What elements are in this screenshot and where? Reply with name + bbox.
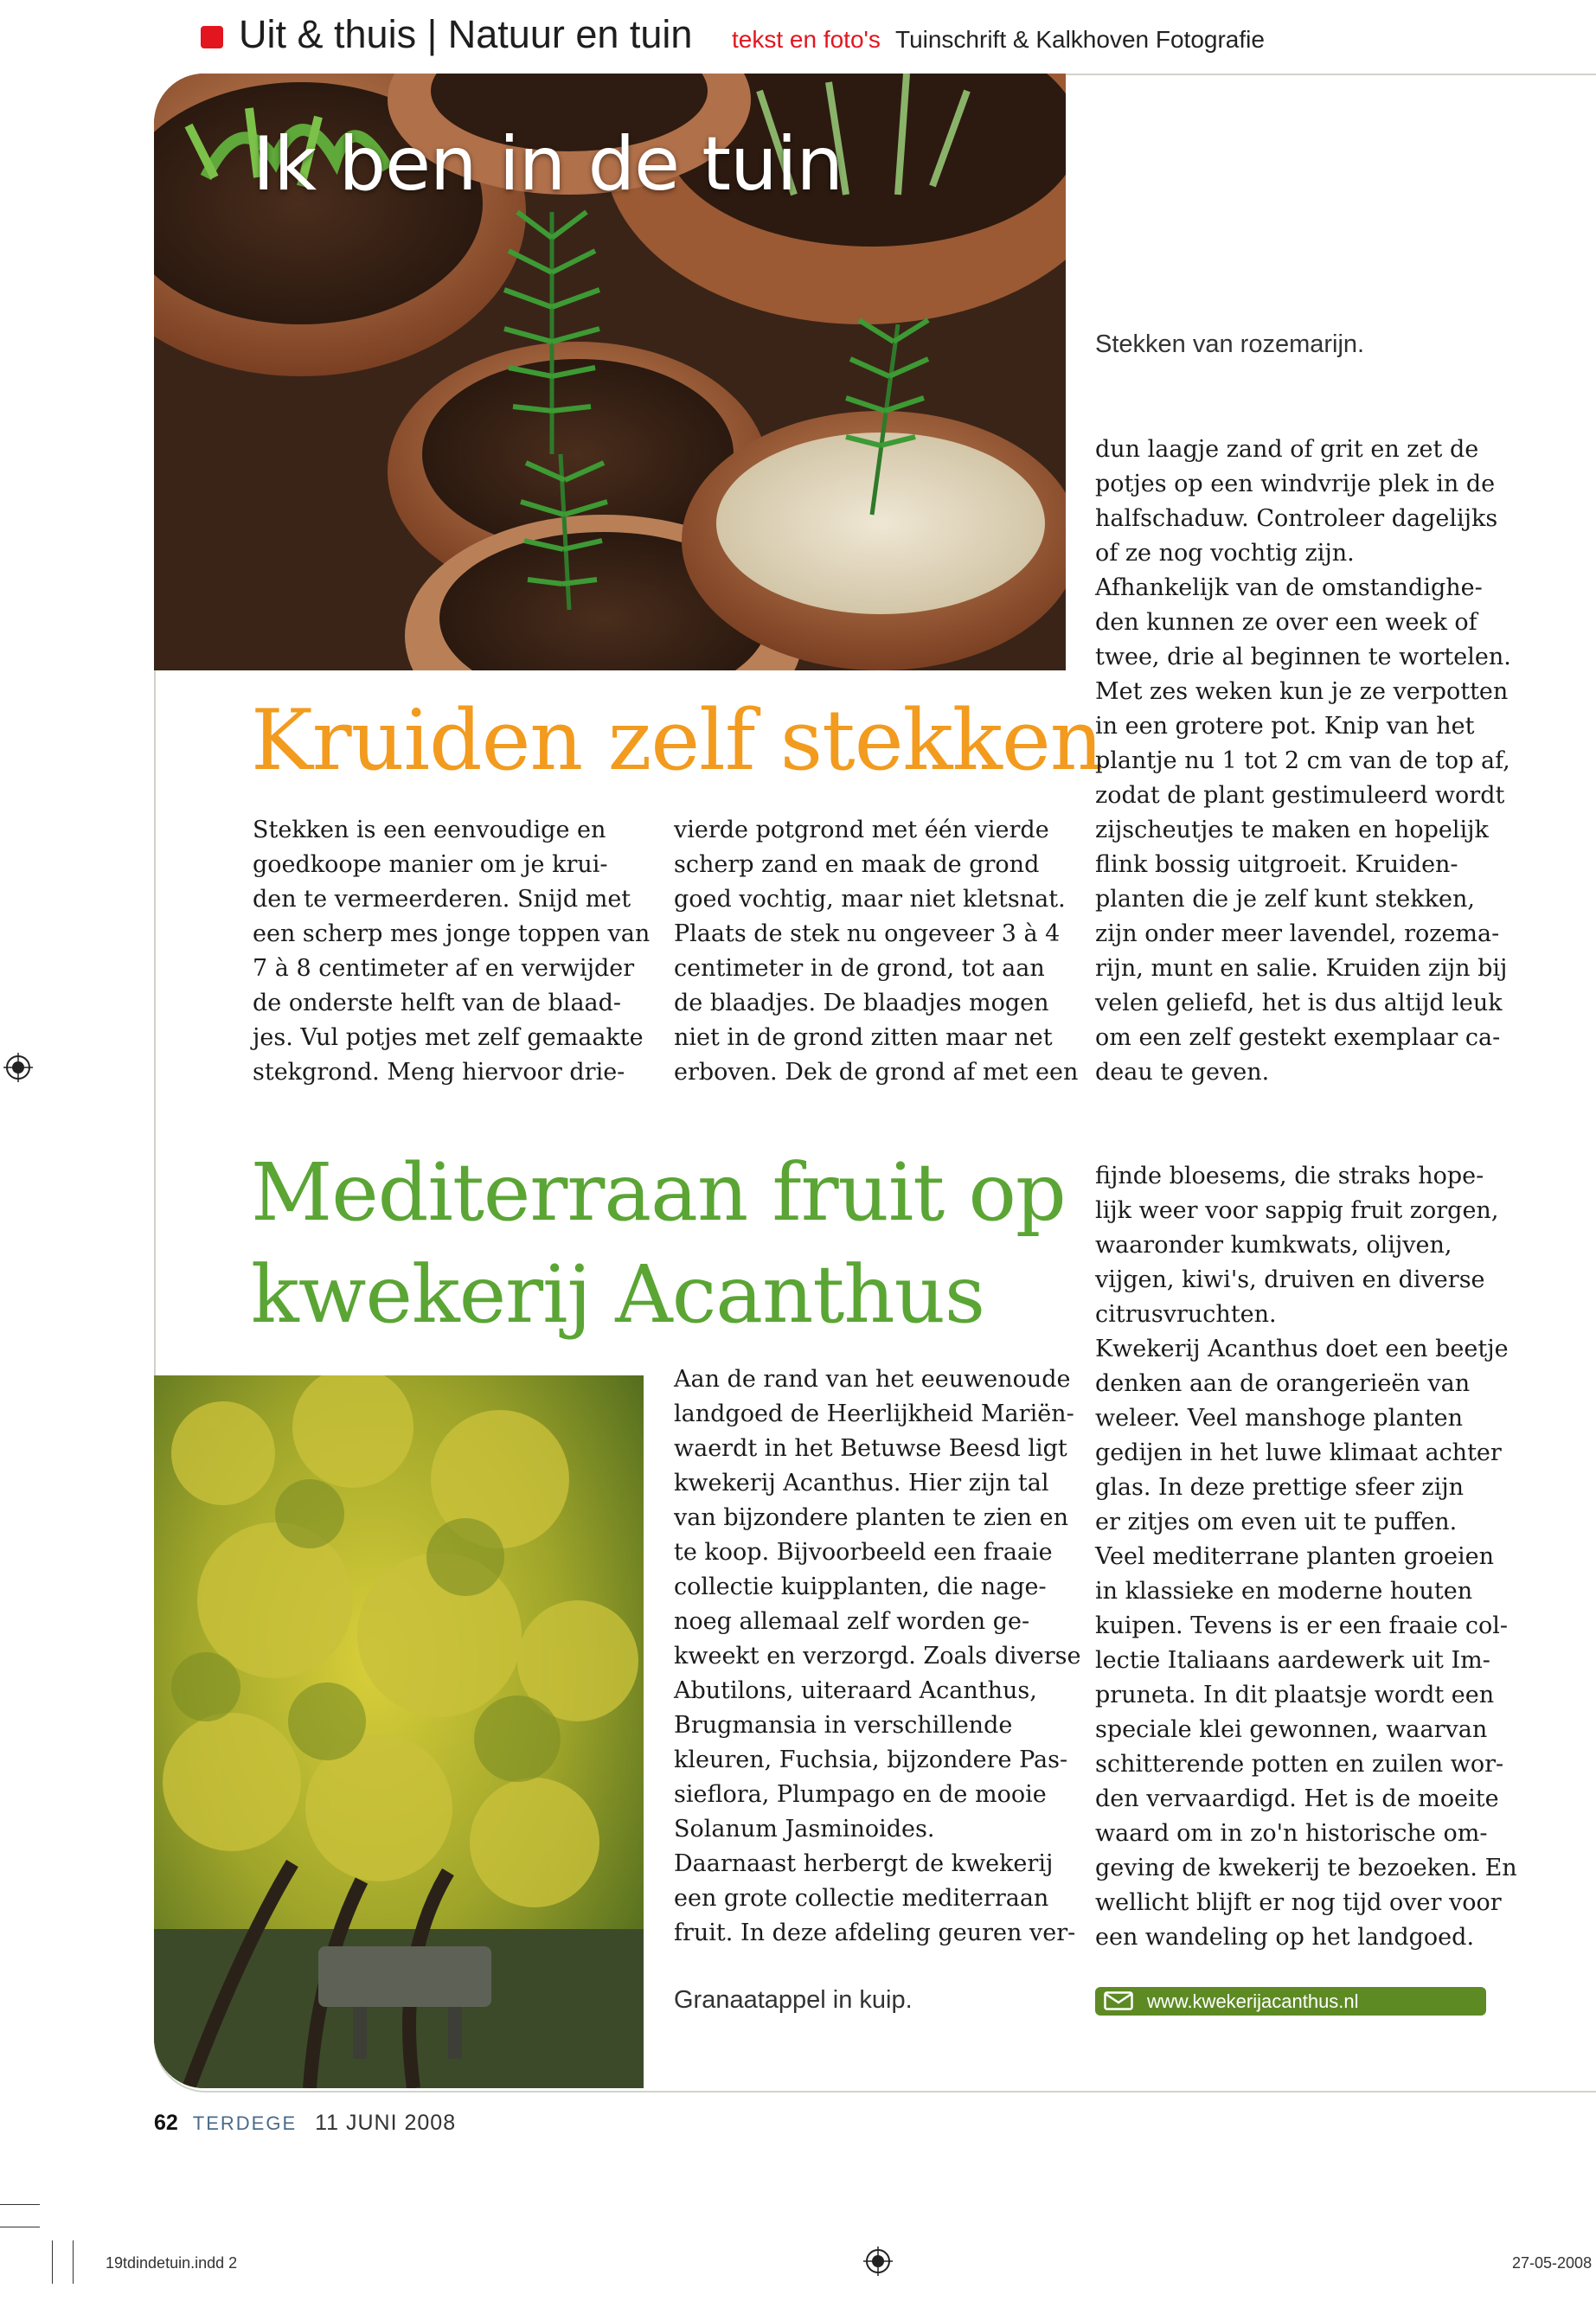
section-marker-icon bbox=[201, 26, 223, 48]
envelope-icon bbox=[1104, 1991, 1133, 2010]
text-line: gedijen in het luwe klimaat achter bbox=[1095, 1439, 1502, 1466]
title-line: Mediterraan fruit op bbox=[251, 1146, 1066, 1239]
registration-mark-icon bbox=[3, 1053, 33, 1082]
text-line: 7 à 8 centimeter af en verwijder bbox=[253, 955, 635, 982]
text-line: zijn onder meer lavendel, rozema- bbox=[1095, 920, 1500, 947]
text-line: landgoed de Heerlijkheid Mariën- bbox=[674, 1400, 1074, 1427]
text-line: noeg allemaal zelf worden ge- bbox=[674, 1608, 1030, 1635]
text-line: schitterende potten en zuilen wor- bbox=[1095, 1751, 1504, 1778]
text-line: centimeter in de grond, tot aan bbox=[674, 955, 1045, 982]
page-footer bbox=[154, 2111, 456, 2136]
text-line: twee, drie al beginnen te wortelen. bbox=[1095, 644, 1511, 670]
slug-filename: 19tdindetuin.indd 2 bbox=[106, 2254, 238, 2272]
article1-column3 bbox=[1095, 433, 1511, 1090]
text-line: in een grotere pot. Knip van het bbox=[1095, 713, 1475, 740]
text-line: Brugmansia in verschillende bbox=[674, 1712, 1013, 1739]
article-title-mediterraan bbox=[251, 1142, 1066, 1346]
text-line: kweekt en verzorgd. Zoals diverse bbox=[674, 1643, 1081, 1670]
text-line: speciale klei gewonnen, waarvan bbox=[1095, 1716, 1488, 1743]
article-title-kruiden: Kruiden zelf stekken bbox=[251, 692, 1103, 789]
text-line: denken aan de orangerieën van bbox=[1095, 1370, 1471, 1397]
text-line: potjes op een windvrije plek in de bbox=[1095, 471, 1496, 497]
text-line: erboven. Dek de grond af met een bbox=[674, 1059, 1079, 1086]
text-line: Plaats de stek nu ongeveer 3 à 4 bbox=[674, 920, 1061, 947]
text-line: geving de kwekerij te bezoeken. En bbox=[1095, 1855, 1517, 1881]
text-line: van bijzondere planten te zien en bbox=[674, 1504, 1069, 1531]
crop-mark bbox=[73, 2240, 74, 2284]
text-line: de blaadjes. De blaadjes mogen bbox=[674, 990, 1049, 1016]
article1-column1 bbox=[253, 813, 650, 1090]
text-line: scherp zand en maak de grond bbox=[674, 851, 1040, 878]
text-line: goedkoope manier om je krui- bbox=[253, 851, 608, 878]
text-line: kuipen. Tevens is er een fraaie col- bbox=[1095, 1612, 1509, 1639]
text-line: kleuren, Fuchsia, bijzondere Pas- bbox=[674, 1747, 1068, 1773]
article2-column3 bbox=[1095, 1159, 1517, 1955]
text-line: den vervaardigd. Het is de moeite bbox=[1095, 1785, 1499, 1812]
text-line: Abutilons, uiteraard Acanthus, bbox=[674, 1677, 1037, 1704]
text-line: Daarnaast herbergt de kwekerij bbox=[674, 1850, 1054, 1877]
text-line: vijgen, kiwi's, druiven en diverse bbox=[1095, 1266, 1485, 1293]
text-line: citrusvruchten. bbox=[1095, 1301, 1277, 1328]
photo-caption-pomegranate: Granaatappel in kuip. bbox=[674, 1986, 913, 2014]
issue-date: 11 JUNI 2008 bbox=[315, 2111, 457, 2135]
text-line: om een zelf gestekt exemplaar ca- bbox=[1095, 1024, 1501, 1051]
text-line: fijnde bloesems, die straks hope- bbox=[1095, 1163, 1484, 1189]
text-line: er zitjes om even uit te puffen. bbox=[1095, 1509, 1458, 1535]
website-link[interactable] bbox=[1095, 1987, 1486, 2016]
text-line: Aan de rand van het eeuwenoude bbox=[674, 1366, 1071, 1393]
text-line: wellicht blijft er nog tijd over voor bbox=[1095, 1889, 1502, 1916]
text-line: waerdt in het Betuwse Beesd ligt bbox=[674, 1435, 1067, 1462]
registration-mark-icon bbox=[863, 2247, 893, 2276]
text-line: collectie kuipplanten, die nage- bbox=[674, 1574, 1047, 1600]
text-line: niet in de grond zitten maar net bbox=[674, 1024, 1053, 1051]
text-line: fruit. In deze afdeling geuren ver- bbox=[674, 1920, 1076, 1946]
text-line: sieflora, Plumpago en de mooie bbox=[674, 1781, 1047, 1808]
photo-caption-rosemary: Stekken van rozemarijn. bbox=[1095, 330, 1365, 358]
text-line: den te vermeerderen. Snijd met bbox=[253, 886, 631, 913]
text-line: den kunnen ze over een week of bbox=[1095, 609, 1477, 636]
text-line: Solanum Jasminoides. bbox=[674, 1816, 935, 1843]
text-line: halfschaduw. Controleer dagelijks bbox=[1095, 505, 1498, 532]
text-line: te koop. Bijvoorbeeld een fraaie bbox=[674, 1539, 1053, 1566]
text-line: pruneta. In dit plaatsje wordt een bbox=[1095, 1682, 1495, 1708]
text-line: in klassieke en moderne houten bbox=[1095, 1578, 1473, 1605]
text-line: de onderste helft van de blaad- bbox=[253, 990, 622, 1016]
title-line: kwekerij Acanthus bbox=[251, 1248, 985, 1341]
text-line: stekgrond. Meng hiervoor drie- bbox=[253, 1059, 625, 1086]
magazine-name: TERDEGE bbox=[192, 2112, 298, 2134]
article2-column2 bbox=[674, 1362, 1081, 1951]
text-line: flink bossig uitgroeit. Kruiden- bbox=[1095, 851, 1458, 878]
website-url[interactable]: www.kwekerijacanthus.nl bbox=[1147, 1990, 1359, 2012]
text-line: plantje nu 1 tot 2 cm van de top af, bbox=[1095, 747, 1510, 774]
text-line: planten die je zelf kunt stekken, bbox=[1095, 886, 1475, 913]
text-line: dun laagje zand of grit en zet de bbox=[1095, 436, 1479, 463]
text-line: velen geliefd, het is dus altijd leuk bbox=[1095, 990, 1503, 1016]
text-line: een wandeling op het landgoed. bbox=[1095, 1924, 1475, 1951]
section-label: Uit & thuis | Natuur en tuin bbox=[239, 12, 693, 56]
text-line: Veel mediterrane planten groeien bbox=[1095, 1543, 1495, 1570]
text-line: waard om in zo'n historische om- bbox=[1095, 1820, 1488, 1847]
text-line: Met zes weken kun je ze verpotten bbox=[1095, 678, 1509, 705]
text-line: deau te geven. bbox=[1095, 1059, 1270, 1086]
credit-label: tekst en foto's bbox=[732, 26, 881, 53]
article1-column2 bbox=[674, 813, 1078, 1090]
text-line: goed vochtig, maar niet kletsnat. bbox=[674, 886, 1066, 913]
text-line: een scherp mes jonge toppen van bbox=[253, 920, 651, 947]
section-heading: Ik ben in de tuin bbox=[253, 121, 843, 208]
text-line: of ze nog vochtig zijn. bbox=[1095, 540, 1355, 567]
text-line: zodat de plant gestimuleerd wordt bbox=[1095, 782, 1505, 809]
credit-text: Tuinschrift & Kalkhoven Fotografie bbox=[895, 26, 1265, 53]
text-line: Afhankelijk van de omstandighe- bbox=[1095, 574, 1483, 601]
text-line: lectie Italiaans aardewerk uit Im- bbox=[1095, 1647, 1490, 1674]
page-number: 62 bbox=[154, 2111, 178, 2135]
crop-mark bbox=[52, 2240, 53, 2284]
text-line: kwekerij Acanthus. Hier zijn tal bbox=[674, 1470, 1049, 1497]
text-line: vierde potgrond met één vierde bbox=[674, 817, 1049, 843]
crop-mark bbox=[0, 2204, 40, 2205]
slug-date: 27-05-2008 bbox=[1512, 2254, 1593, 2272]
text-line: glas. In deze prettige sfeer zijn bbox=[1095, 1474, 1464, 1501]
text-line: Stekken is een eenvoudige en bbox=[253, 817, 606, 843]
text-line: zijscheutjes te maken en hopelijk bbox=[1095, 817, 1489, 843]
text-line: lijk weer voor sappig fruit zorgen, bbox=[1095, 1197, 1499, 1224]
text-line: rijn, munt en salie. Kruiden zijn bij bbox=[1095, 955, 1508, 982]
pomegranate-photo bbox=[154, 1375, 644, 2088]
text-line: jes. Vul potjes met zelf gemaakte bbox=[253, 1024, 644, 1051]
text-line: waaronder kumkwats, olijven, bbox=[1095, 1232, 1452, 1259]
text-line: weleer. Veel manshoge planten bbox=[1095, 1405, 1464, 1432]
text-line: Kwekerij Acanthus doet een beetje bbox=[1095, 1336, 1509, 1362]
text-line: een grote collectie mediterraan bbox=[674, 1885, 1049, 1912]
